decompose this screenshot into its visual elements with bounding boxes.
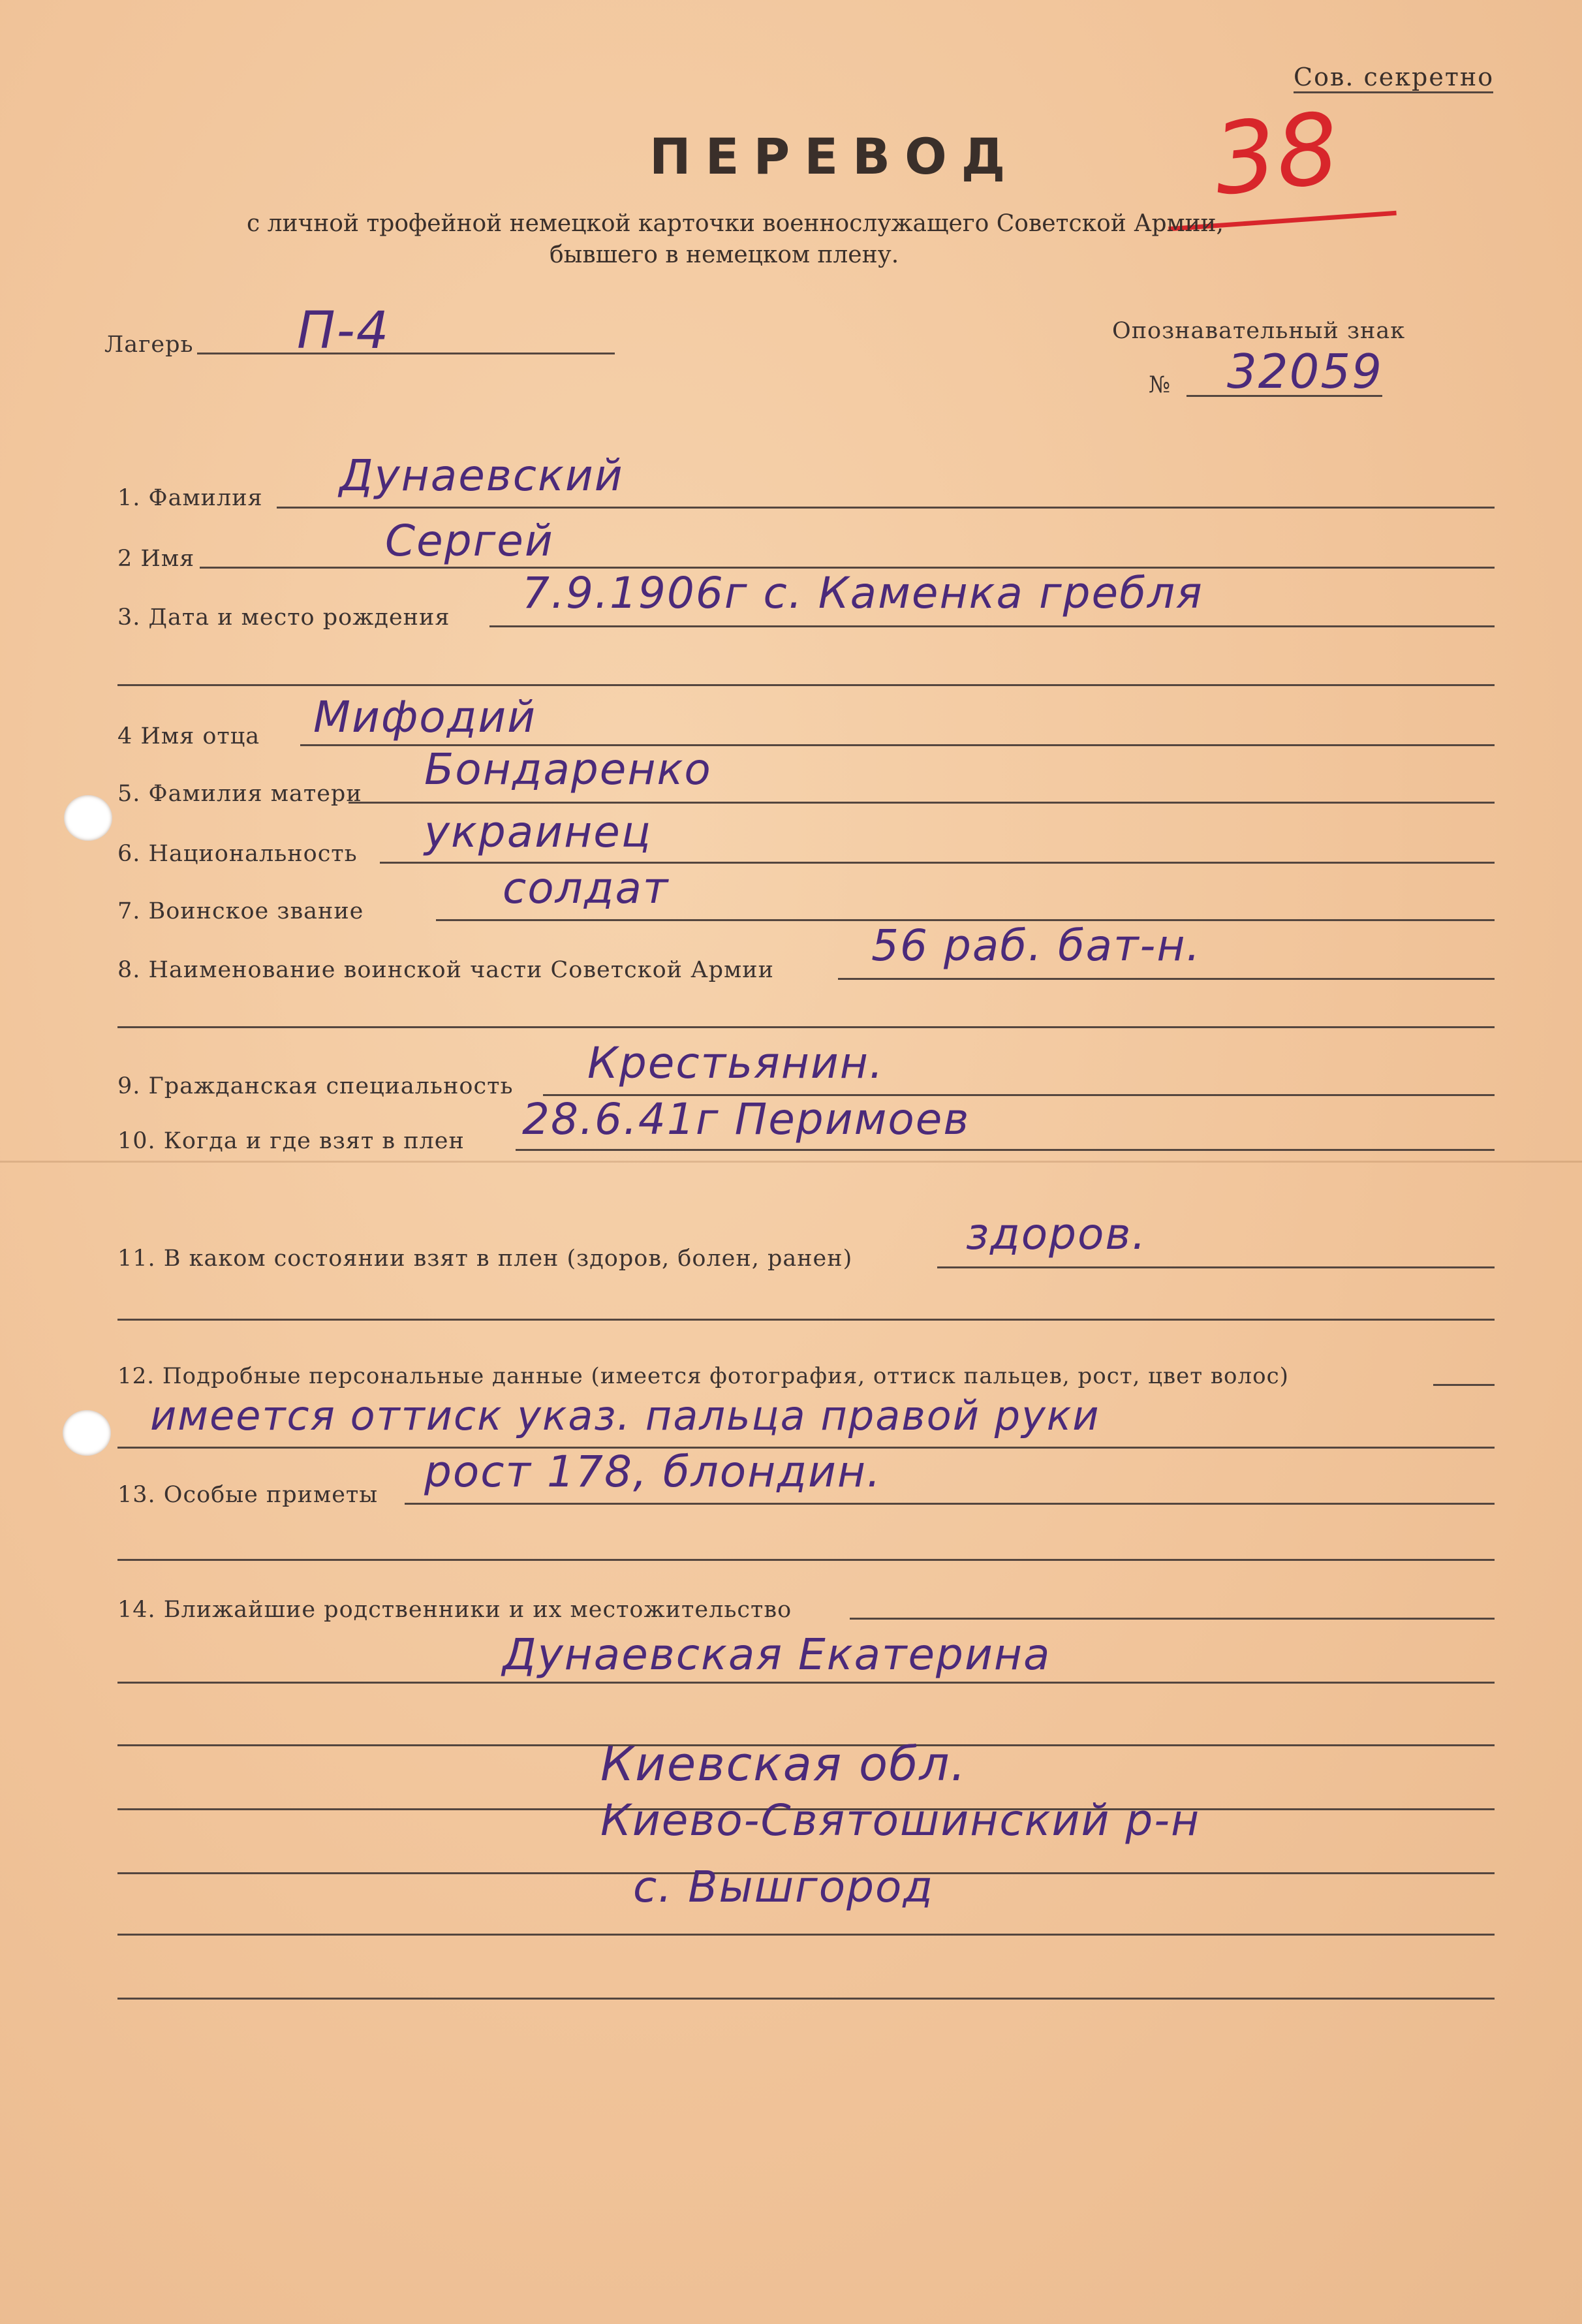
id-tag-number-sign: № [1149, 372, 1171, 398]
relatives-line-6 [117, 1934, 1495, 1936]
stamp-number: 38 [1208, 91, 1344, 218]
camp-line [197, 353, 615, 354]
nationality-value: украинец [424, 807, 652, 857]
capture-condition-value: здоров. [966, 1209, 1147, 1259]
paper-fold [0, 1161, 1582, 1163]
special-marks-line [405, 1503, 1495, 1505]
rank-value: солдат [503, 863, 670, 913]
rank-label: 7. Воинское звание [117, 898, 364, 924]
relatives-line-2 [117, 1682, 1495, 1684]
surname-value: Дунаевский [339, 450, 624, 501]
relative-name: Дунаевская Екатерина [503, 1629, 1051, 1680]
camp-label: Лагерь [104, 332, 194, 358]
surname-line [277, 507, 1495, 509]
capture-label: 10. Когда и где взят в плен [117, 1128, 465, 1154]
personal-data-label: 12. Подробные персональные данные (имеется фотография, оттиск пальцев, рост, цвет волос) [117, 1363, 1289, 1389]
relatives-line-7 [117, 1998, 1495, 2000]
special-marks-line-2 [117, 1559, 1495, 1561]
mother-surname-label: 5. Фамилия матери [117, 781, 362, 807]
relative-region: Киевская обл. [600, 1736, 967, 1791]
personal-data-value: имеется оттиск указ. пальца правой руки [150, 1392, 1100, 1439]
birth-line [489, 625, 1495, 627]
civil-profession-value: Крестьянин. [587, 1038, 884, 1088]
unit-line-2 [117, 1026, 1495, 1028]
mother-surname-value: Бондаренко [424, 744, 712, 794]
unit-value: 56 раб. бат-н. [871, 920, 1202, 971]
special-marks-label: 13. Особые приметы [117, 1482, 379, 1508]
capture-condition-label: 11. В каком состоянии взят в плен (здоров, болен, ранен) [117, 1246, 853, 1272]
birth-line-2 [117, 684, 1495, 686]
id-tag-value: 32059 [1227, 344, 1384, 399]
capture-condition-line-2 [117, 1319, 1495, 1321]
capture-condition-line [937, 1266, 1495, 1268]
surname-label: 1. Фамилия [117, 485, 263, 511]
document-title: ПЕРЕВОД [649, 127, 1020, 185]
punch-hole-bottom [63, 1410, 111, 1456]
camp-value: П-4 [297, 302, 390, 360]
first-name-label: 2 Имя [117, 546, 195, 572]
relatives-line [850, 1618, 1495, 1620]
birth-value: 7.9.1906г с. Каменка гребля [522, 568, 1203, 618]
classification-mark: Сов. секретно [1294, 63, 1495, 91]
civil-profession-label: 9. Гражданская специальность [117, 1073, 514, 1099]
relative-village: с. Вышгород [633, 1862, 934, 1912]
father-name-label: 4 Имя отца [117, 723, 260, 749]
subtitle-line-2: бывшего в немецком плену. [550, 242, 899, 268]
special-marks-value: рост 178, блондин. [424, 1447, 882, 1497]
relative-district: Киево-Святошинский р-н [600, 1795, 1201, 1845]
id-tag-label: Опознавательный знак [1112, 318, 1406, 344]
unit-line [838, 978, 1495, 980]
personal-data-line [1433, 1384, 1495, 1386]
subtitle-line-1: с личной трофейной немецкой карточки военнослужащего Советской Армии, [247, 210, 1224, 237]
unit-label: 8. Наименование воинской части Советской Армии [117, 957, 774, 983]
mother-surname-line [349, 802, 1495, 804]
relatives-label: 14. Ближайшие родственники и их местожительство [117, 1597, 792, 1623]
capture-value: 28.6.41г Перимоев [522, 1094, 970, 1144]
nationality-label: 6. Национальность [117, 841, 358, 867]
first-name-value: Сергей [385, 516, 554, 566]
capture-line [516, 1149, 1495, 1151]
father-name-value: Мифодий [313, 692, 537, 742]
birth-label: 3. Дата и место рождения [117, 605, 450, 631]
punch-hole-top [64, 795, 112, 841]
